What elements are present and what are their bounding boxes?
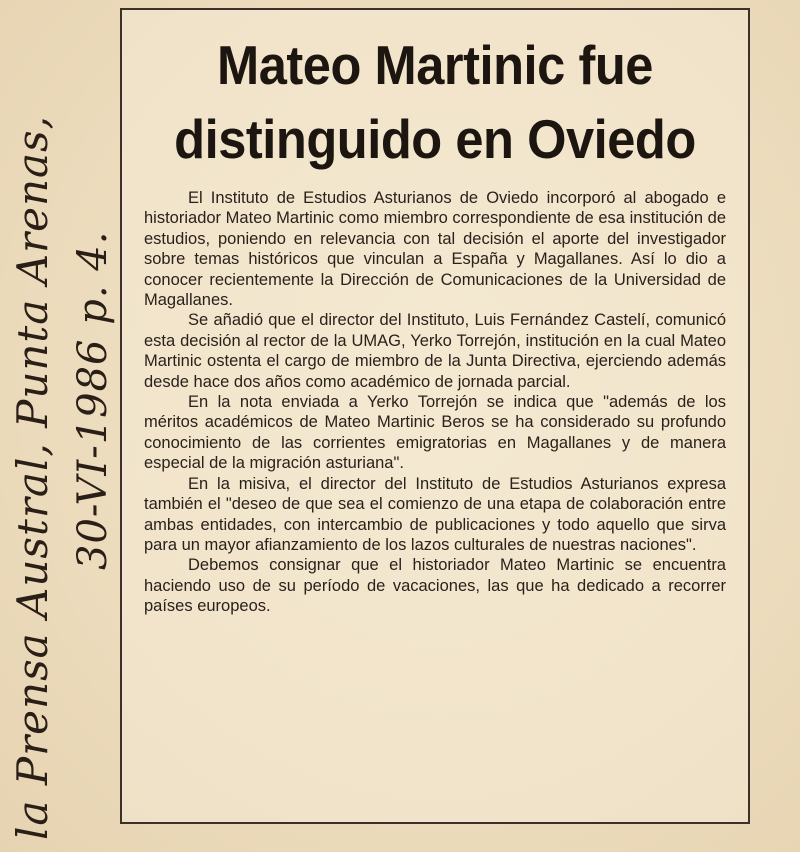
handwritten-date-page: 30-VI-1986 p. 4. bbox=[70, 230, 116, 570]
article-paragraph: Se añadió que el director del Instituto, Luis Fernández Castelí, comunicó esta decisión al rector de la UMAG, Yerko Torrejón, institución en la cual Mateo Martinic ostenta el cargo de miembro de la Junta Directiva, ejerciendo además desde hace dos años como académico de jornada parcial. bbox=[144, 311, 726, 391]
article-paragraph: El Instituto de Estudios Asturianos de Oviedo incorporó al abogado e historiador Mateo Martinic como miembro correspondiente de esa institución de estudios, poniendo en relevancia con tal decisión el aporte del investigador sobre temas históricos que vinculan a España y Magallanes. Así lo dio a conocer recientemente la Dirección de Comunicaciones de la Universidad de Magallanes. bbox=[144, 189, 726, 310]
newspaper-clipping bbox=[120, 8, 750, 824]
article-paragraph: Debemos consignar que el historiador Mateo Martinic se encuentra haciendo uso de su período de vacaciones, las que ha dedicado a recorrer países europeos. bbox=[144, 556, 726, 616]
article-paragraph: En la nota enviada a Yerko Torrejón se indica que "además de los méritos académicos de Mateo Martinic Beros se ha considerado su profundo conocimiento de las corrientes emigratorias en Magallanes y de manera especial de la migración asturiana". bbox=[144, 393, 726, 473]
article-body bbox=[144, 188, 726, 617]
article-paragraph: En la misiva, el director del Instituto de Estudios Asturianos expresa también el "deseo de que sea el comienzo de una etapa de colaboración entre ambas entidades, con intercambio de publicaciones y todo aquello que sirva para un mayor afianzamiento de los lazos culturales de nuestras naciones". bbox=[144, 474, 726, 554]
handwritten-source: la Prensa Austral, Punta Arenas, bbox=[8, 115, 57, 840]
article-headline: Mateo Martinic fue distinguido en Oviedo bbox=[174, 34, 696, 170]
handwritten-annotation bbox=[8, 20, 118, 840]
